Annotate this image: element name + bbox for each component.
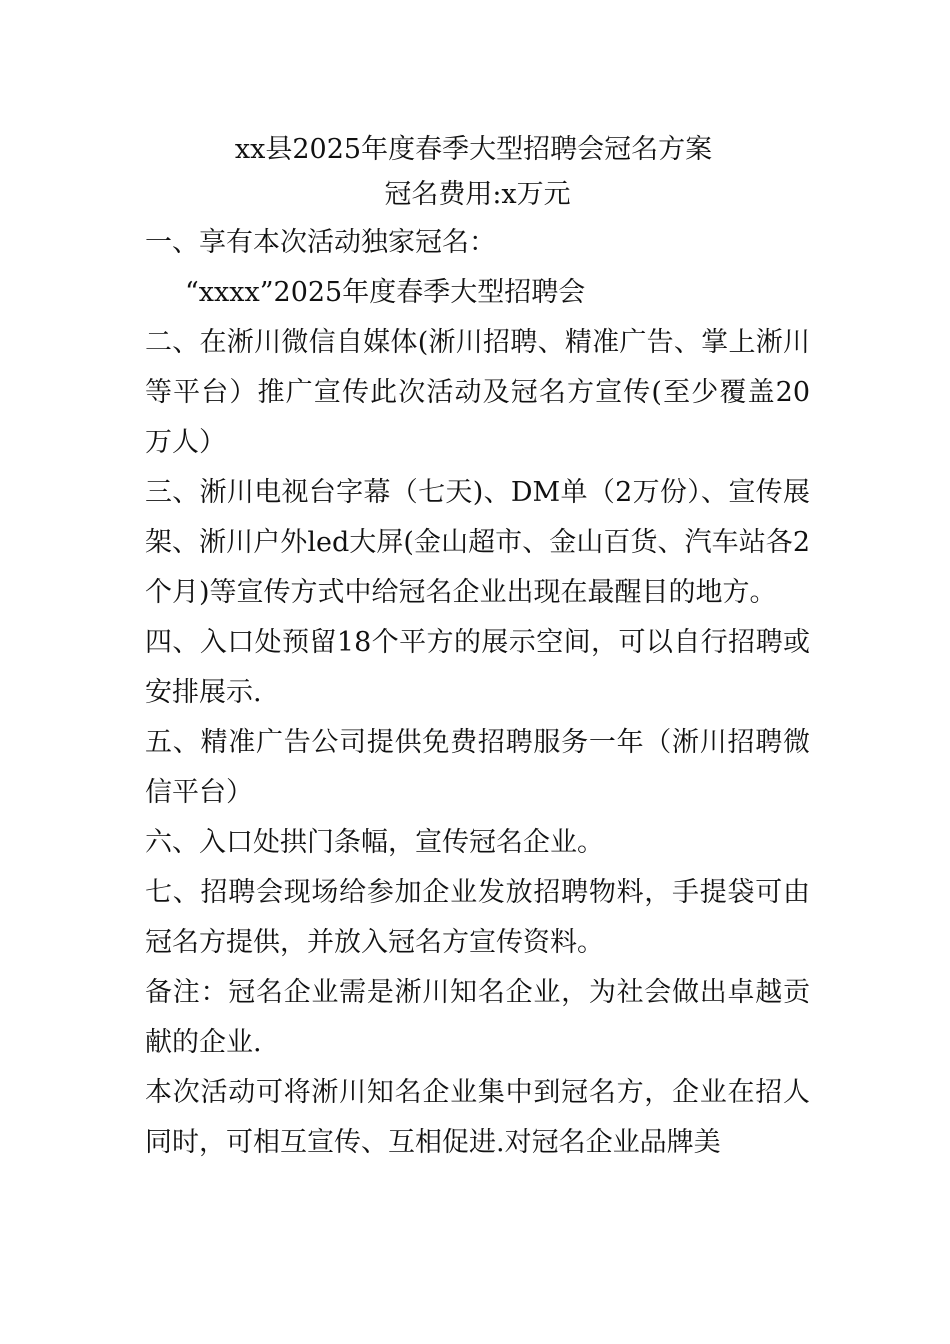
paragraph-3: 三、淅川电视台字幕（七天)、DM单（2万份）、宣传展架、淅川户外led大屏(金山超市、金山百货、汽车站各2个月)等宣传方式中给冠名企业出现在最醒目的地方。 bbox=[145, 477, 810, 608]
paragraph-6: 六、入口处拱门条幅，宣传冠名企业。 bbox=[145, 827, 604, 858]
paragraph-1: 一、享有本次活动独家冠名： bbox=[145, 227, 496, 258]
paragraph-7: 七、招聘会现场给参加企业发放招聘物料，手提袋可由冠名方提供，并放入冠名方宣传资料。 bbox=[145, 877, 810, 958]
paragraph-2: 二、在淅川微信自媒体(淅川招聘、精准广告、掌上淅川等平台）推广宣传此次活动及冠名方宣传(至少覆盖20万人） bbox=[145, 327, 810, 458]
paragraph-5: 五、精准广告公司提供免费招聘服务一年（淅川招聘微信平台） bbox=[145, 727, 810, 808]
document-subtitle: 冠名费用:x万元 bbox=[384, 179, 571, 210]
document-body bbox=[145, 128, 810, 1168]
paragraph-note: 备注：冠名企业需是淅川知名企业，为社会做出卓越贡献的企业. bbox=[145, 977, 810, 1058]
paragraph-event-name: “xxxx”2025年度春季大型招聘会 bbox=[185, 277, 586, 308]
document-title: xx县2025年度春季大型招聘会冠名方案 bbox=[234, 134, 713, 165]
paragraph-4: 四、入口处预留18个平方的展示空间，可以自行招聘或安排展示. bbox=[145, 627, 810, 708]
paragraph-summary: 本次活动可将淅川知名企业集中到冠名方，企业在招人同时，可相互宣传、互相促进.对冠名企业品牌美 bbox=[145, 1077, 810, 1158]
